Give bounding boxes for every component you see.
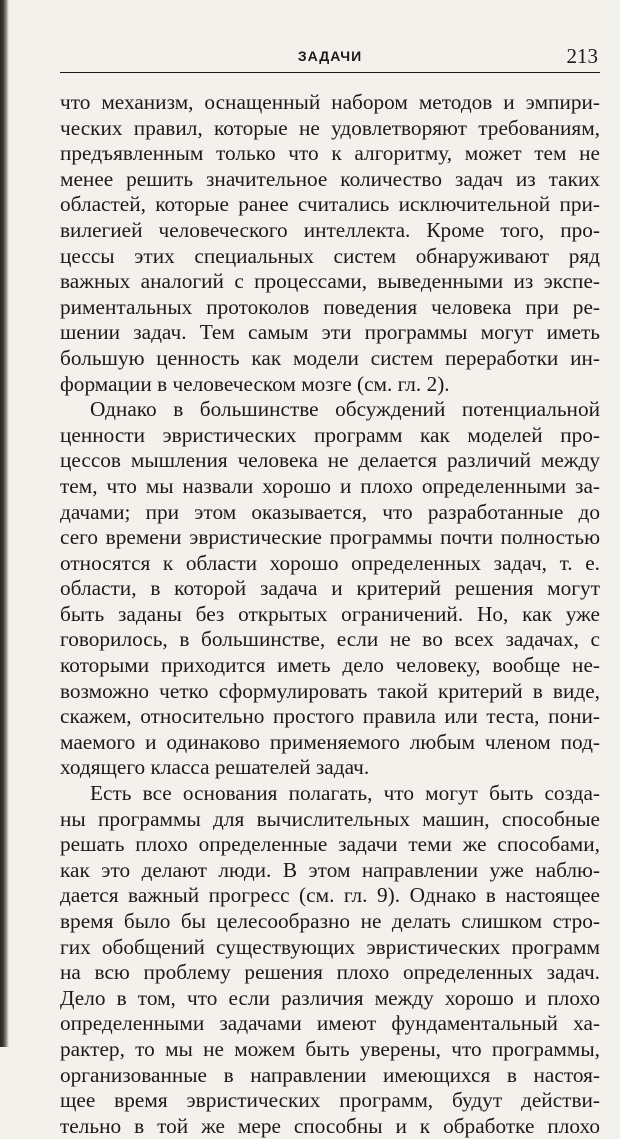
text-line: тельно в той же мере способны и к обработке плохо bbox=[60, 1113, 600, 1138]
text-line: риментальных протоколов поведения человека при ре- bbox=[60, 294, 600, 319]
book-page bbox=[60, 42, 600, 1139]
text-line: организованные в направлении имеющихся в настоя- bbox=[60, 1062, 600, 1087]
text-line: скажем, относительно простого правила или теста, пони- bbox=[60, 704, 600, 729]
text-line: Однако в большинстве обсуждений потенциальной bbox=[90, 397, 600, 422]
text-line: предъявленным только что к алгоритму, может тем не bbox=[60, 141, 600, 166]
text-body bbox=[60, 90, 600, 1139]
text-line: большую ценность как модели систем переработки ин- bbox=[60, 345, 600, 370]
text-line: ценности эвристических программ как моделей про- bbox=[60, 422, 600, 447]
text-line: гих обобщений существующих эвристических программ bbox=[60, 934, 600, 959]
text-line: Есть все основания полагать, что могут быть созда- bbox=[90, 781, 600, 806]
text-line: сего времени эвристические программы почти полностью bbox=[60, 525, 600, 550]
text-line: решать плохо определенные задачи теми же способами, bbox=[60, 832, 600, 857]
text-line: дается важный прогресс (см. гл. 9). Однако в настоящее bbox=[60, 883, 600, 908]
text-line: вилегией человеческого интеллекта. Кроме того, про- bbox=[60, 217, 600, 242]
text-line: ны программы для вычислительных машин, способные bbox=[60, 806, 600, 831]
text-line: щее время эвристических программ, будут действи- bbox=[60, 1088, 600, 1113]
paragraph-3 bbox=[60, 781, 600, 1139]
text-line: как это делают люди. В этом направлении уже наблю- bbox=[60, 857, 600, 882]
text-line: формации в человеческом мозге (см. гл. 2). bbox=[60, 371, 450, 396]
text-line: Дело в том, что если различия между хорошо и плохо bbox=[60, 985, 600, 1010]
page-number: 213 bbox=[566, 44, 598, 68]
text-line: говорилось, в большинстве, если не во всех задачах, с bbox=[60, 627, 600, 652]
text-line: что механизм, оснащенный набором методов и эмпири- bbox=[60, 90, 600, 114]
page-binding-edge bbox=[0, 0, 9, 1047]
text-line: возможно четко сформулировать такой критерий в виде, bbox=[60, 678, 600, 703]
text-line: области, в которой задача и критерий решения могут bbox=[60, 576, 600, 601]
text-line: время было бы целесообразно не делать слишком стро- bbox=[60, 909, 600, 933]
text-line: цессы этих специальных систем обнаруживают ряд bbox=[60, 243, 600, 268]
text-line: маемого и одинаково применяемого любым членом под- bbox=[60, 729, 600, 754]
text-line: менее решить значительное количество задач из таких bbox=[60, 166, 600, 191]
text-line: на всю проблему решения плохо определенных задач. bbox=[60, 960, 600, 985]
text-line: тем, что мы назвали хорошо и плохо определенными за- bbox=[60, 473, 600, 498]
text-line: важных аналогий с процессами, выведенными из экспе- bbox=[60, 269, 600, 294]
text-line: областей, которые ранее считались исключительной при- bbox=[60, 192, 600, 217]
paragraph-1 bbox=[60, 90, 600, 397]
text-line: ческих правил, которые не удовлетворяют требованиям, bbox=[60, 115, 600, 140]
text-line: шении задач. Тем самым эти программы могут иметь bbox=[60, 320, 600, 345]
text-line: определенными задачами имеют фундаментальный ха- bbox=[60, 1011, 600, 1036]
text-line: цессов мышления человека не делается различий между bbox=[60, 448, 600, 473]
text-line: ходящего класса решателей задач. bbox=[60, 755, 370, 780]
text-line: дачами; при этом оказывается, что разработанные до bbox=[60, 499, 600, 524]
text-line: рактер, то мы не можем быть уверены, что программы, bbox=[60, 1036, 600, 1061]
running-head bbox=[60, 42, 600, 73]
paragraph-2 bbox=[60, 397, 600, 781]
text-line: относятся к области хорошо определенных задач, т. е. bbox=[60, 550, 600, 575]
running-title: ЗАДАЧИ bbox=[297, 48, 363, 64]
text-line: которыми приходится иметь дело человеку, вообще не- bbox=[60, 653, 600, 678]
text-line: быть заданы без открытых ограничений. Но, как уже bbox=[60, 601, 600, 626]
